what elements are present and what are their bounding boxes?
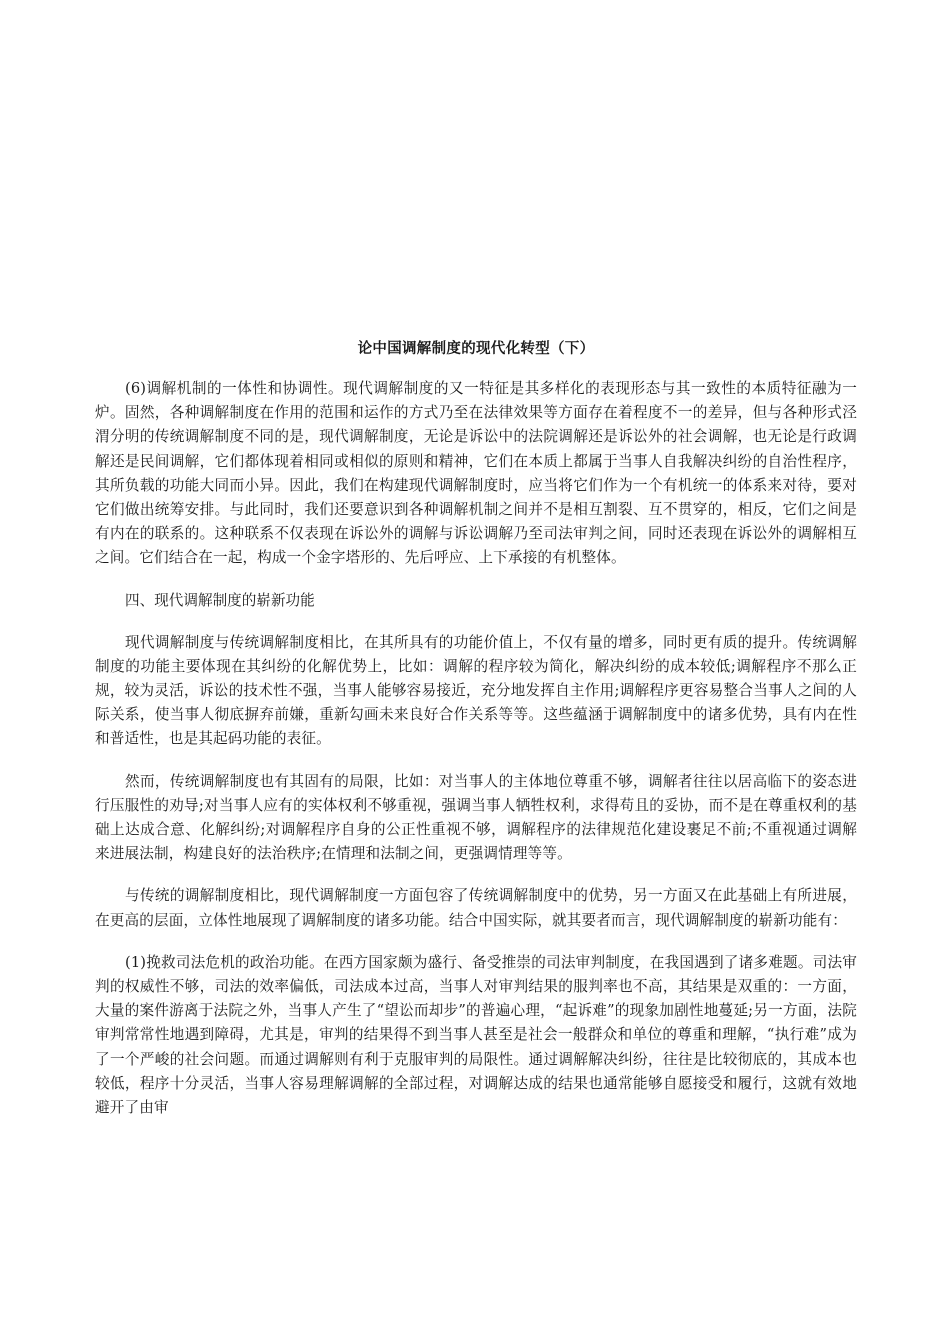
paragraph-function-comparison: 现代调解制度与传统调解制度相比，在其所具有的功能价值上，不仅有量的增多，同时更有质的提升。传统调解制度的功能主要体现在其纠纷的化解优势上，比如：调解的程序较为简化，解决纠纷的成本较低;调解程序不那么正规，较为灵活，诉讼的技术性不强，当事人能够容易接近，充分地发挥自主作用;调解程序更容易整合当事人之间的人际关系，使当事人彻底摒弃前嫌，重新勾画未来良好合作关系等等。这些蕴涵于调解制度中的诸多优势，具有内在性和普适性，也是其起码功能的表征。 [95,633,857,748]
paragraph-mediation-integration: (6)调解机制的一体性和协调性。现代调解制度的又一特征是其多样化的表现形态与其一致性的本质特征融为一炉。固然，各种调解制度在作用的范围和运作的方式乃至在法律效果等方面存在着程度不一的差异，但与各种形式泾渭分明的传统调解制度不同的是，现代调解制度，无论是诉讼中的法院调解还是诉讼外的社会调解，也无论是行政调解还是民间调解，它们都体现着相同或相似的原则和精神，它们在本质上都属于当事人自我解决纠纷的自治性程序，其所负载的功能大同而小异。因此，我们在构建现代调解制度时，应当将它们作为一个有机统一的体系来对待，要对它们做出统筹安排。与此同时，我们还要意识到各种调解机制之间并不是相互割裂、互不贯穿的，相反，它们之间是有内在的联系的。这种联系不仅表现在诉讼外的调解与诉讼调解乃至司法审判之间，同时还表现在诉讼外的调解相互之间。它们结合在一起，构成一个金字塔形的、先后呼应、上下承接的有机整体。 [95,380,857,567]
paragraph-political-function: (1)挽救司法危机的政治功能。在西方国家颇为盛行、备受推崇的司法审判制度，在我国遇到了诸多难题。司法审判的权威性不够，司法的效率偏低，司法成本过高，当事人对审判结果的服判率也不高，其结果是双重的：一方面，大量的案件游离于法院之外，当事人产生了“望讼而却步”的普遍心理，“起诉难”的现象加剧性地蔓延;另一方面，法院审判常常性地遇到障碍，尤其是，审判的结果得不到当事人甚至是社会一般群众和单位的尊重和理解，“执行难”成为了一个严峻的社会问题。而通过调解则有利于克服审判的局限性。通过调解解决纠纷，往往是比较彻底的，其成本也较低，程序十分灵活，当事人容易理解调解的全部过程，对调解达成的结果也通常能够自愿接受和履行，这就有效地避开了由审 [95,953,857,1117]
section-heading-new-functions: 四、现代调解制度的崭新功能 [125,591,315,609]
paragraph-modern-advantages: 与传统的调解制度相比，现代调解制度一方面包容了传统调解制度中的优势，另一方面又在此基础上有所进展，在更高的层面，立体性地展现了调解制度的诸多功能。结合中国实际，就其要者而言，现代调解制度的崭新功能有： [95,887,857,929]
document-title: 论中国调解制度的现代化转型（下） [357,341,595,357]
paragraph-traditional-limits: 然而，传统调解制度也有其固有的局限，比如：对当事人的主体地位尊重不够，调解者往往以居高临下的姿态进行压服性的劝导;对当事人应有的实体权利不够重视，强调当事人牺牲权利，求得苟且的妥协，而不是在尊重权利的基础上达成合意、化解纠纷;对调解程序自身的公正性重视不够，调解程序的法律规范化建设裹足不前;不重视通过调解来进展法制，构建良好的法治秩序;在情理和法制之间，更强调情理等等。 [95,772,857,863]
document-page [95,338,857,1138]
